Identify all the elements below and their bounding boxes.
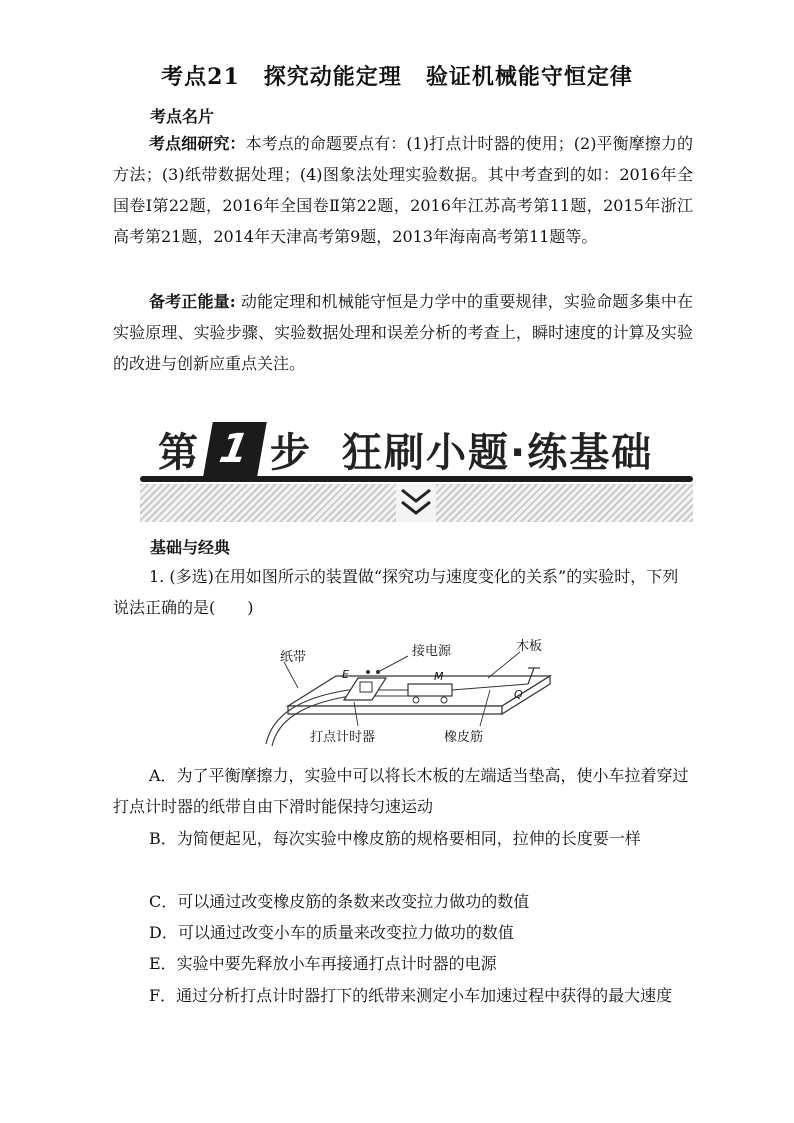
label-e: E — [342, 668, 349, 681]
option-c: C．可以通过改变橡皮筋的条数来改变拉力做功的数值 — [149, 892, 530, 911]
prep-paragraph — [113, 286, 693, 379]
cart-wheel — [413, 697, 419, 703]
label-power: 接电源 — [412, 644, 452, 659]
apparatus-figure — [258, 628, 558, 756]
label-board: 木板 — [516, 639, 543, 654]
section-heading: 基础与经典 — [150, 538, 231, 557]
banner-title — [158, 418, 653, 480]
timer-part — [360, 682, 372, 692]
label-timer: 打点计时器 — [310, 730, 376, 745]
prep-label: 备考正能量: — [149, 292, 236, 311]
option-f: F．通过分析打点计时器打下的纸带来测定小车加速过程中获得的最大速度 — [149, 986, 673, 1005]
banner-text: 狂刷小题·练基础 — [342, 429, 654, 476]
leader-line — [488, 652, 520, 678]
option-b: B．为简便起见，每次实验中橡皮筋的规格要相同，拉伸的长度要一样 — [149, 829, 641, 848]
banner-rule — [140, 476, 693, 482]
terminal — [366, 670, 370, 674]
label-rubber: 橡皮筋 — [444, 730, 484, 745]
cart-body — [408, 684, 452, 696]
title-topic-b: 验证机械能守恒定律 — [425, 64, 633, 90]
banner-prefix: 第 — [158, 429, 200, 476]
detail-label: 考点细研究： — [149, 134, 246, 153]
question-stem: 1. (多选)在用如图所示的装置做“探究功与速度变化的关系”的实验时，下列说法正确的是( ) — [113, 567, 679, 617]
chevron-down-icon — [396, 484, 436, 522]
power-leader — [378, 656, 408, 672]
intro-heading: 考点名片 — [150, 107, 215, 126]
banner-suffix: 步 — [270, 429, 312, 476]
option-d: D．可以通过改变小车的质量来改变拉力做功的数值 — [149, 923, 514, 942]
label-m: M — [434, 670, 444, 683]
prep-text: 动能定理和机械能守恒是力学中的重要规律，实验命题多集中在实验原理、实验步骤、实验数据处理和误差分析的考查上，瞬时速度的计算及实验的改进与创新应重点关注。 — [113, 292, 693, 373]
detail-paragraph — [113, 128, 693, 252]
title-topic-a: 探究动能定理 — [263, 64, 402, 90]
cart-wheel — [441, 697, 447, 703]
detail-text: 本考点的命题要点有：(1)打点计时器的使用；(2)平衡摩擦力的方法；(3)纸带数据处理；(4)图象法处理实验数据。其中考查到的如：2016年全国卷Ⅰ第22题，2016年全国卷Ⅱ第22题，2016年江苏高考第11题，2015年浙江高考第21题，2014年天津高考第9题，2013年海南高考第11题等。 — [113, 134, 693, 246]
label-q: Q — [514, 688, 523, 701]
board-front — [288, 706, 502, 714]
label-paper-tape: 纸带 — [280, 650, 307, 665]
leader-line — [284, 662, 298, 688]
option-a: A．为了平衡摩擦力，实验中可以将长木板的左端适当垫高，使小车拉着穿过打点计时器的纸带自由下滑时能保持匀速运动 — [113, 766, 689, 816]
option-e: E．实验中要先释放小车再接通打点计时器的电源 — [149, 954, 497, 973]
page-title — [0, 60, 794, 91]
banner-number-badge: 1 — [203, 422, 267, 476]
step-banner — [140, 418, 693, 523]
title-topic-number: 考点21 — [161, 64, 240, 90]
